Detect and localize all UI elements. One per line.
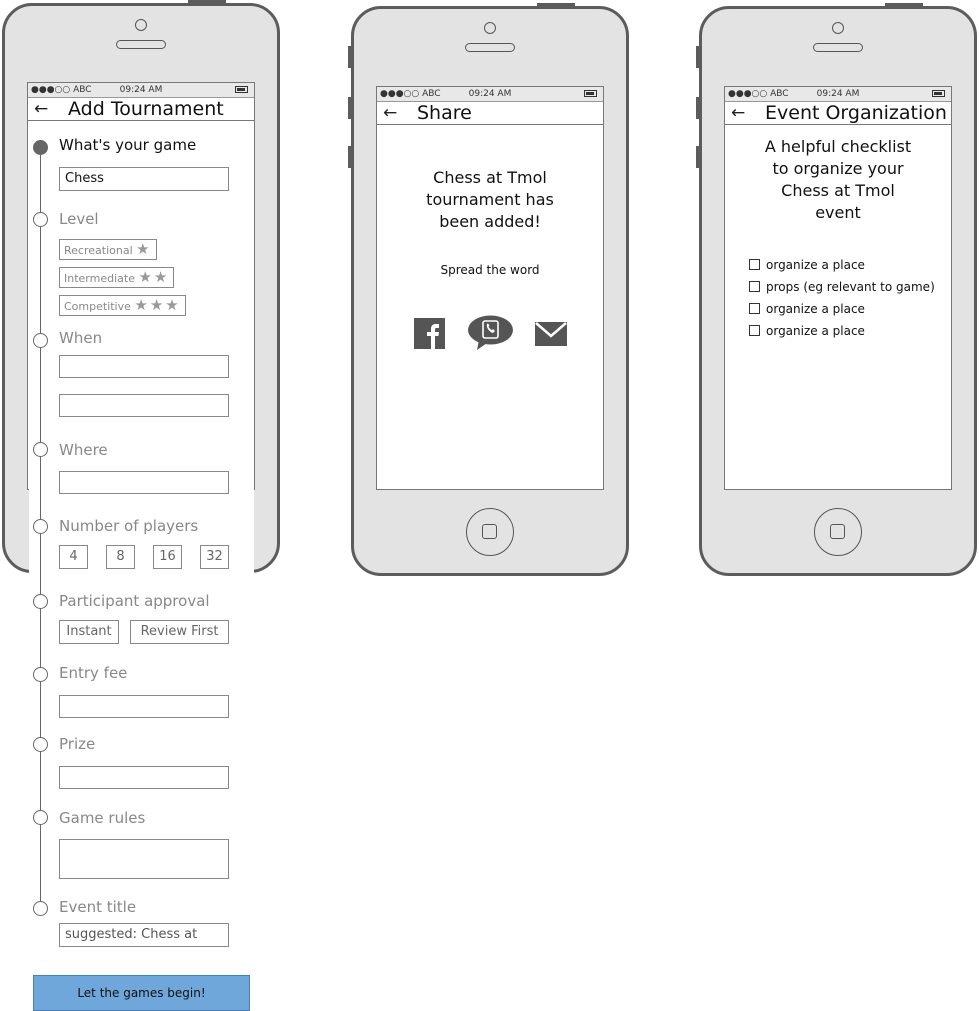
speaker-icon — [813, 43, 863, 52]
page-title: Event Organization — [765, 102, 947, 124]
prize-input[interactable] — [59, 766, 229, 789]
players-16-button[interactable]: 16 — [153, 545, 182, 569]
star-icon: ★★★ — [134, 296, 181, 314]
home-square-icon — [482, 524, 497, 539]
players-label: Number of players — [59, 517, 199, 535]
phone-side-button — [696, 146, 700, 168]
checklist-item[interactable] — [749, 279, 935, 295]
nav-bar — [377, 102, 603, 125]
checkbox[interactable] — [749, 281, 760, 292]
submit-button[interactable]: Let the games begin! — [33, 975, 250, 1011]
spread-word-label: Spread the word — [440, 263, 540, 277]
carrier-label: ●●●○○ ABC — [31, 85, 92, 95]
page-title: Add Tournament — [68, 98, 224, 120]
checklist-item[interactable] — [749, 301, 865, 317]
game-input[interactable] — [59, 167, 229, 191]
checklist-item[interactable] — [749, 257, 865, 273]
level-competitive-label: Competitive — [64, 300, 131, 313]
intro-line-3: Chess at Tmol — [781, 181, 895, 200]
step-dot-when — [33, 333, 48, 348]
event-title-value: suggested: Chess at — [65, 927, 198, 942]
intro-line-4: event — [815, 203, 861, 222]
game-label: What's your game — [59, 136, 197, 154]
screen-share — [376, 86, 604, 490]
level-intermediate-label: Intermediate — [64, 272, 135, 285]
clock-label: 09:24 AM — [468, 89, 512, 99]
phone-side-button — [348, 146, 352, 168]
speaker-icon — [465, 43, 515, 52]
players-4-button[interactable]: 4 — [59, 545, 88, 569]
battery-icon — [932, 90, 945, 97]
where-input[interactable] — [59, 471, 229, 494]
confirmation-line-1: Chess at Tmol — [433, 168, 547, 187]
checkbox[interactable] — [749, 259, 760, 270]
status-bar — [377, 87, 603, 102]
step-dot-prize — [33, 737, 48, 752]
status-bar — [28, 83, 254, 98]
nav-bar — [725, 102, 951, 125]
level-competitive-button[interactable] — [59, 295, 186, 316]
when-date-input[interactable] — [59, 355, 229, 378]
step-dot-level — [33, 212, 48, 227]
phone-top-button — [537, 3, 575, 7]
back-arrow-icon[interactable]: ← — [731, 103, 746, 123]
phone-side-button — [696, 97, 700, 119]
home-square-icon — [830, 524, 845, 539]
step-dot-game — [33, 140, 48, 155]
nav-bar — [28, 98, 254, 121]
step-dot-rules — [33, 810, 48, 825]
level-recreational-button[interactable] — [59, 239, 157, 260]
checklist-item-label: organize a place — [766, 258, 865, 272]
step-dot-approval — [33, 594, 48, 609]
phone-chat-icon[interactable] — [467, 315, 514, 351]
home-button[interactable] — [466, 508, 514, 556]
battery-icon — [235, 86, 248, 93]
phone-top-button — [188, 0, 226, 4]
confirmation-line-2: tournament has — [426, 190, 554, 209]
approval-instant-button[interactable]: Instant — [59, 620, 119, 644]
level-recreational-label: Recreational — [64, 244, 133, 257]
back-arrow-icon[interactable]: ← — [383, 103, 398, 123]
event-title-label: Event title — [59, 898, 137, 916]
when-label: When — [59, 329, 103, 347]
checkbox[interactable] — [749, 325, 760, 336]
carrier-label: ●●●○○ ABC — [728, 89, 789, 99]
battery-icon — [584, 90, 597, 97]
checklist-item-label: organize a place — [766, 302, 865, 316]
players-8-button[interactable]: 8 — [106, 545, 135, 569]
entry-fee-label: Entry fee — [59, 664, 128, 682]
screen-event-organization — [724, 86, 952, 490]
level-label: Level — [59, 210, 99, 228]
phone-side-button — [696, 46, 700, 68]
star-icon: ★ — [136, 240, 152, 258]
back-arrow-icon[interactable]: ← — [34, 99, 49, 119]
clock-label: 09:24 AM — [816, 89, 860, 99]
home-button[interactable] — [814, 508, 862, 556]
event-title-input[interactable] — [59, 923, 229, 947]
confirmation-line-3: been added! — [439, 212, 541, 231]
facebook-icon[interactable] — [414, 318, 445, 349]
game-input-value: Chess — [65, 171, 104, 186]
approval-label: Participant approval — [59, 592, 210, 610]
camera-icon — [832, 22, 844, 34]
camera-icon — [484, 22, 496, 34]
step-dot-event-title — [33, 901, 48, 916]
speaker-icon — [116, 40, 166, 49]
checkbox[interactable] — [749, 303, 760, 314]
step-dot-players — [33, 519, 48, 534]
star-icon: ★★ — [138, 268, 170, 286]
page-title: Share — [417, 102, 472, 124]
where-label: Where — [59, 441, 108, 459]
checklist-item-label: props (eg relevant to game) — [766, 280, 935, 294]
approval-review-button[interactable]: Review First — [130, 620, 229, 644]
status-bar — [725, 87, 951, 102]
phone-side-button — [348, 46, 352, 68]
checklist-item-label: organize a place — [766, 324, 865, 338]
intro-line-1: A helpful checklist — [764, 137, 912, 156]
checklist-item[interactable] — [749, 323, 865, 339]
players-32-button[interactable]: 32 — [200, 545, 229, 569]
rules-label: Game rules — [59, 809, 146, 827]
step-dot-where — [33, 442, 48, 457]
intro-line-2: to organize your — [772, 159, 904, 178]
phone-top-button — [885, 3, 923, 7]
when-time-input[interactable] — [59, 394, 229, 417]
level-intermediate-button[interactable] — [59, 267, 174, 288]
entry-fee-input[interactable] — [59, 695, 229, 718]
camera-icon — [135, 19, 147, 31]
mail-icon[interactable] — [535, 322, 567, 346]
phone-side-button — [348, 97, 352, 119]
rules-textarea[interactable] — [59, 839, 229, 879]
step-dot-entry-fee — [33, 667, 48, 682]
clock-label: 09:24 AM — [119, 85, 163, 95]
carrier-label: ●●●○○ ABC — [380, 89, 441, 99]
prize-label: Prize — [59, 735, 96, 753]
